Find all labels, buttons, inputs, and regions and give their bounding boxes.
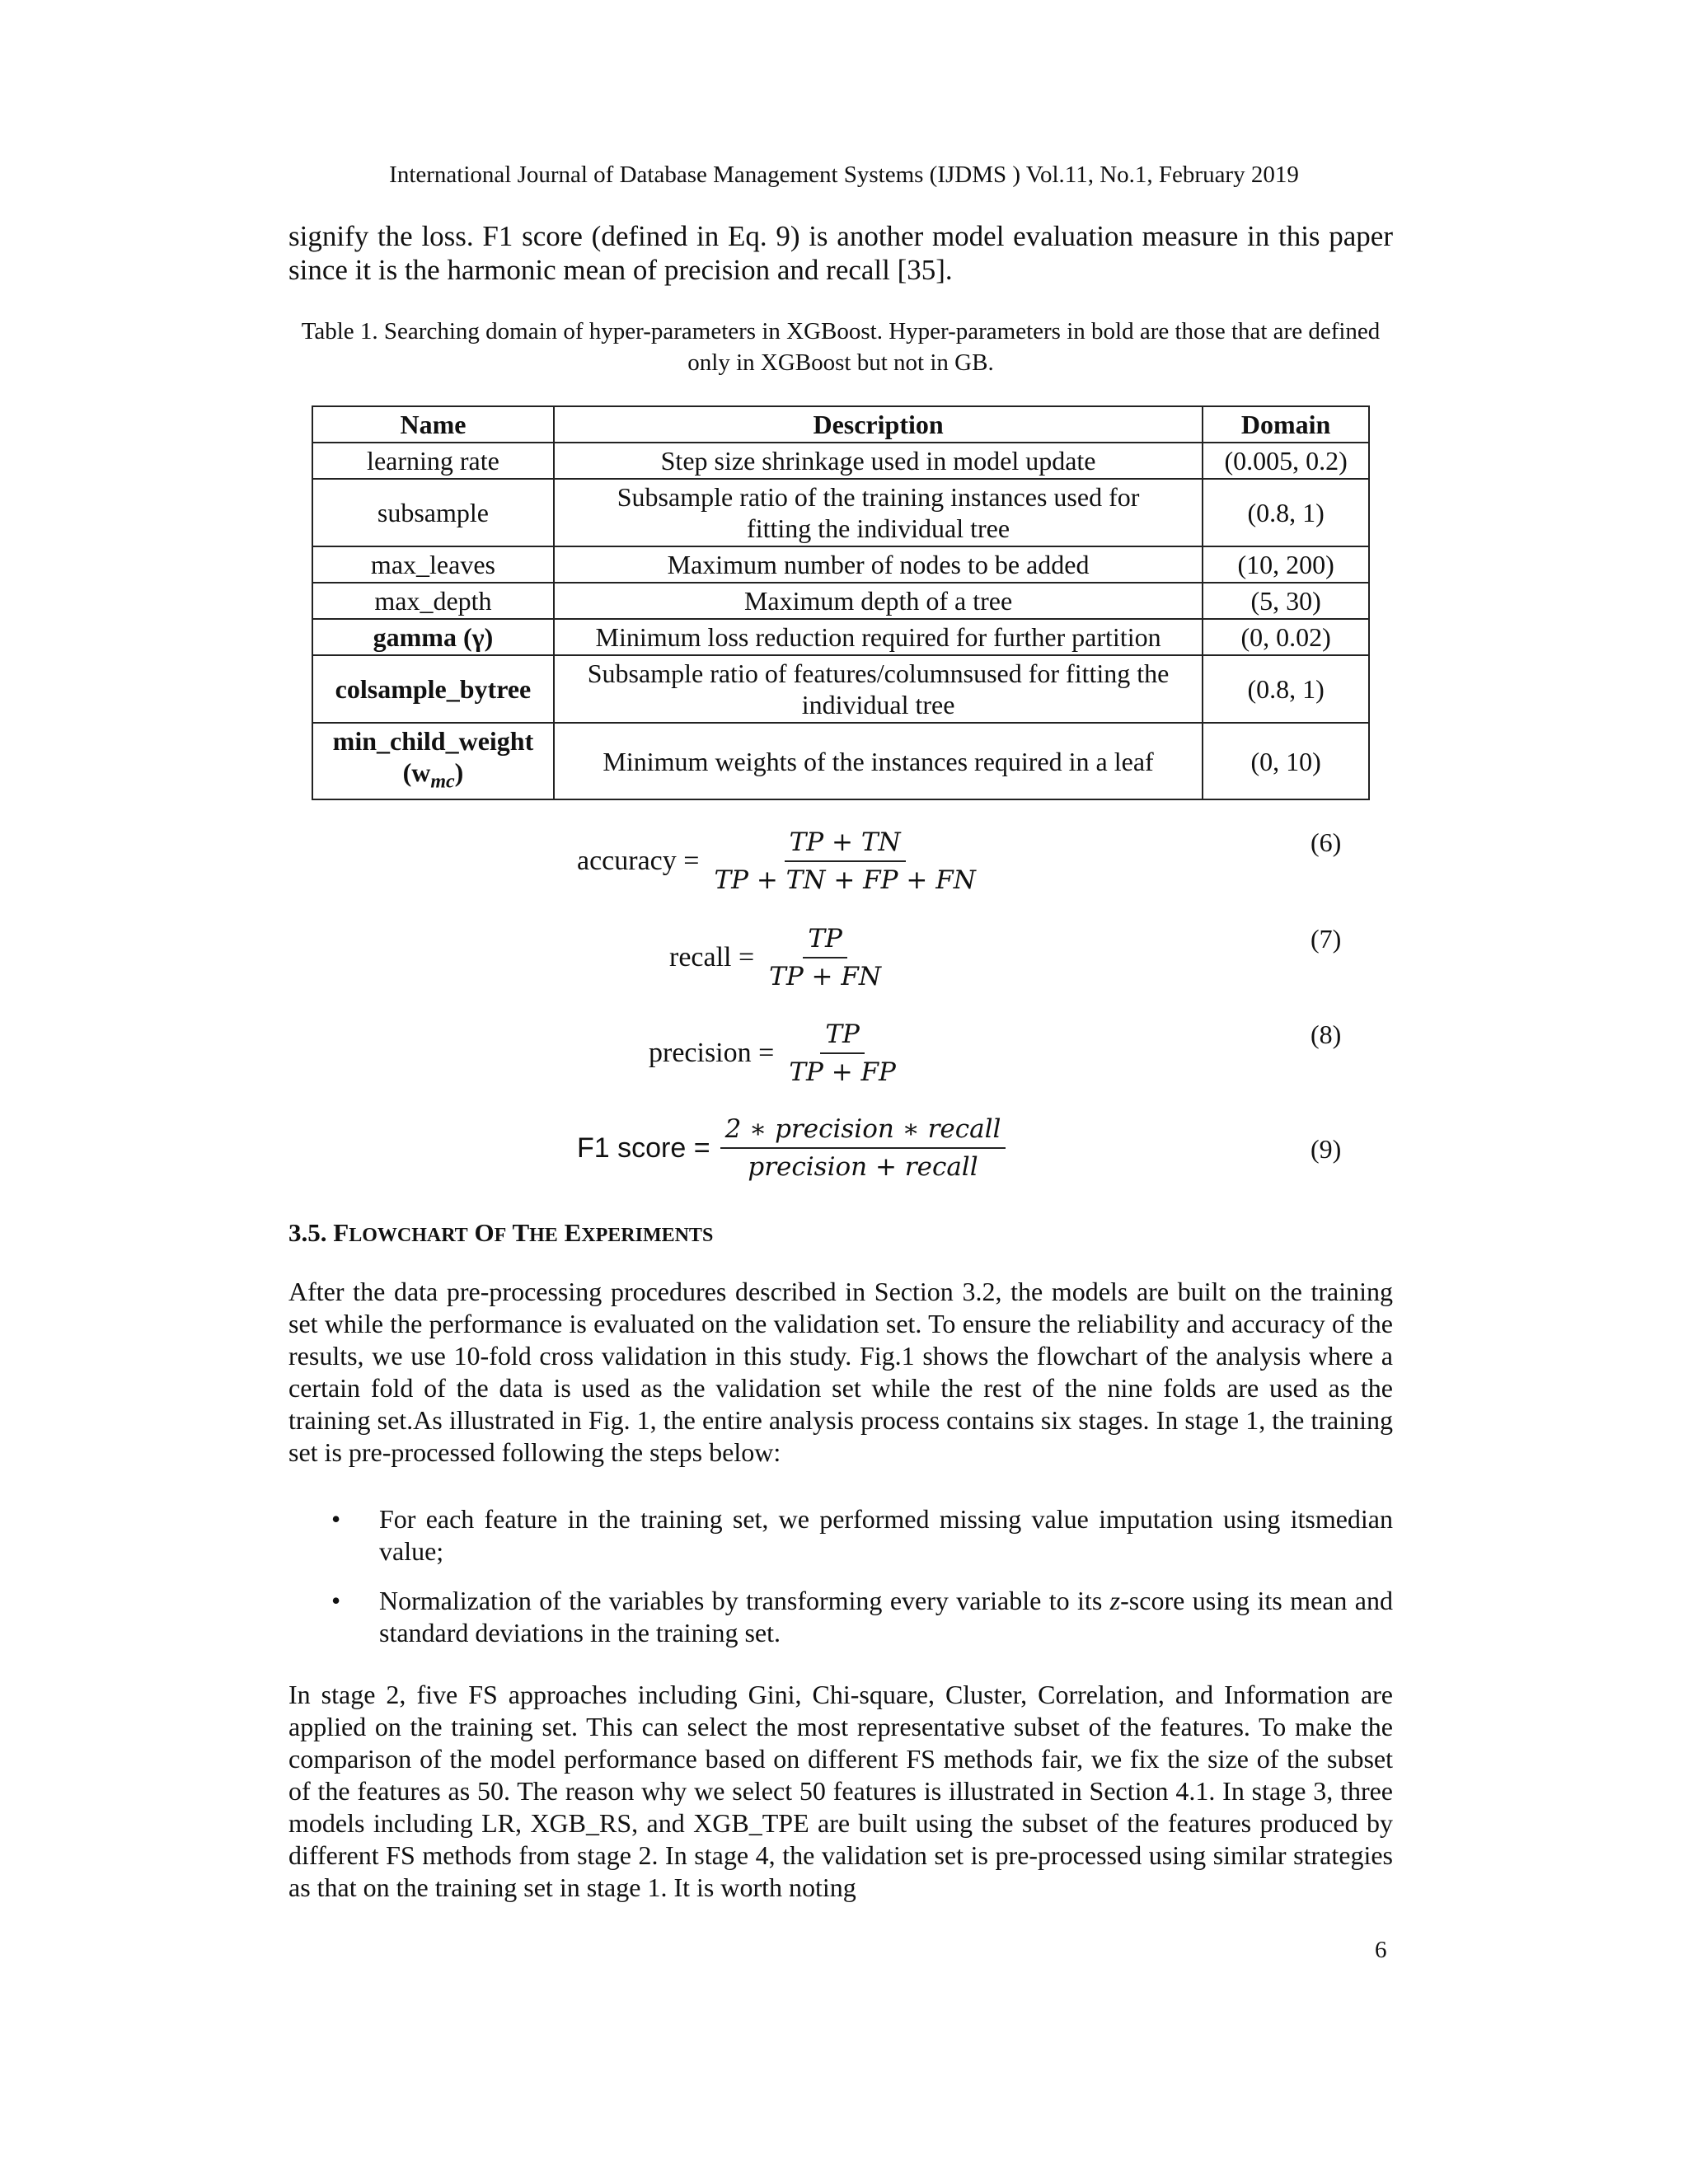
bullet-item-2	[288, 1585, 1393, 1649]
fraction	[709, 824, 980, 898]
cell-domain: (5, 30)	[1203, 583, 1369, 619]
bullet-item-1	[288, 1503, 1393, 1568]
bullet-text-pre: Normalization of the variables by transforming every variable to its	[379, 1586, 1110, 1615]
header-description: Description	[554, 406, 1203, 443]
numerator: TP	[803, 921, 847, 958]
cell-name: max_depth	[312, 583, 554, 619]
heading-rest: XPERIMENTS	[581, 1225, 714, 1246]
table-header-row	[312, 406, 1369, 443]
table-row	[312, 723, 1369, 799]
heading-rest: F	[494, 1225, 507, 1246]
cell-description: Minimum loss reduction required for further partition	[554, 619, 1203, 655]
cell-name	[312, 723, 554, 799]
bullet-dot: •	[331, 1586, 341, 1615]
header-name: Name	[312, 406, 554, 443]
cell-description: Step size shrinkage used in model update	[554, 443, 1203, 479]
equation-lhs: precision =	[649, 1038, 775, 1068]
equation-lhs: accuracy =	[577, 846, 700, 876]
hyperparameter-table	[312, 405, 1370, 800]
heading-rest: HE	[529, 1225, 558, 1246]
bullet-dot: •	[331, 1504, 341, 1534]
table-row	[312, 655, 1369, 723]
bullet-text	[379, 1586, 1393, 1647]
cell-name: gamma (γ)	[312, 619, 554, 655]
denominator: precision + recall	[748, 1152, 978, 1182]
equation-number: (7)	[1311, 924, 1342, 954]
cell-domain: (0.8, 1)	[1203, 479, 1369, 546]
fraction	[720, 1111, 1006, 1185]
equation-lhs: recall =	[669, 942, 755, 972]
page-number: 6	[1375, 1937, 1387, 1963]
header-domain: Domain	[1203, 406, 1369, 443]
equation-lhs: F1 score =	[577, 1132, 710, 1164]
name-subscript: mc	[430, 771, 455, 793]
cell-domain: (0, 0.02)	[1203, 619, 1369, 655]
bullet-text-em: z	[1109, 1586, 1121, 1615]
cell-name: subsample	[312, 479, 554, 546]
bullet-text-post: -score using its mean and standard deviations in the training set.	[379, 1586, 1393, 1647]
equation-number: (8)	[1311, 1019, 1342, 1049]
denominator: TP + TN + FP + FN	[714, 865, 976, 895]
table-row	[312, 546, 1369, 583]
cell-domain: (0.005, 0.2)	[1203, 443, 1369, 479]
table-row	[312, 479, 1369, 546]
cell-name: colsample_bytree	[312, 655, 554, 723]
name-tail: )	[454, 757, 464, 787]
numerator: TP	[820, 1016, 865, 1054]
section-heading	[288, 1218, 713, 1248]
cell-description: Minimum weights of the instances required in a leaf	[554, 723, 1203, 799]
table-caption: Table 1. Searching domain of hyper-parameters in XGBoost. Hyper-parameters in bold are those that are defined only in XGBoost but not in GB.	[301, 318, 1381, 376]
cell-name: max_leaves	[312, 546, 554, 583]
cell-domain: (10, 200)	[1203, 546, 1369, 583]
heading-cap: T	[512, 1218, 530, 1247]
cell-description: Maximum number of nodes to be added	[554, 546, 1203, 583]
equation-number: (6)	[1311, 827, 1342, 857]
equation-precision	[649, 1016, 901, 1090]
cell-domain: (0.8, 1)	[1203, 655, 1369, 723]
equation-accuracy	[577, 824, 981, 898]
heading-cap: E	[564, 1218, 582, 1247]
table-row	[312, 583, 1369, 619]
intro-paragraph: signify the loss. F1 score (defined in Eq. 9) is another model evaluation measure in this paper since it is the harmonic mean of precision and recall [35].	[288, 220, 1393, 286]
denominator: TP + FP	[789, 1057, 896, 1087]
bullet-text: For each feature in the training set, we performed missing value imputation using itsmedian value;	[379, 1504, 1393, 1566]
running-header: International Journal of Database Management Systems (IJDMS ) Vol.11, No.1, February 2019	[389, 162, 1299, 188]
equation-recall	[669, 921, 886, 995]
heading-rest: LOWCHART	[349, 1225, 468, 1246]
cell-description: Subsample ratio of the training instances used for fitting the individual tree	[554, 479, 1203, 546]
fraction	[784, 1016, 901, 1090]
table-row	[312, 443, 1369, 479]
heading-cap: O	[474, 1218, 495, 1247]
denominator: TP + FN	[769, 962, 882, 991]
body-paragraph-1: After the data pre-processing procedures described in Section 3.2, the models are built on the training set while the performance is evaluated on the validation set. To ensure the reliability and accuracy of the results, we use 10-fold cross validation in this study. Fig.1 shows the flowchart of the analysis where a certain fold of the data is used as the validation set while the rest of the nine folds are used as the training set.As illustrated in Fig. 1, the entire analysis process contains six stages. In stage 1, the training set is pre-processed following the steps below:	[288, 1277, 1393, 1467]
cell-description: Maximum depth of a tree	[554, 583, 1203, 619]
body-paragraph-2: In stage 2, five FS approaches including Gini, Chi-square, Cluster, Correlation, and Information are applied on the training set. This can select the most representative subset of the features. To make the comparison of the model performance based on different FS methods fair, we fix the size of the subset of the features as 50. The reason why we select 50 features is illustrated in Section 4.1. In stage 3, three models including LR, XGB_RS, and XGB_TPE are built using the subset of the features produced by different FS methods from stage 2. In stage 4, the validation set is pre-processed using similar strategies as that on the training set in stage 1. It is worth noting	[288, 1680, 1393, 1902]
name-main: min_child_weight (w	[332, 726, 534, 787]
heading-cap: F	[333, 1218, 349, 1247]
numerator: 2 ∗ precision ∗ recall	[720, 1111, 1006, 1149]
equation-f1-score	[577, 1111, 1006, 1185]
equation-number: (9)	[1311, 1134, 1342, 1164]
numerator: TP + TN	[785, 824, 906, 862]
cell-description: Subsample ratio of features/columnsused for fitting the individual tree	[554, 655, 1203, 723]
section-number: 3.5.	[288, 1218, 327, 1247]
cell-domain: (0, 10)	[1203, 723, 1369, 799]
cell-name: learning rate	[312, 443, 554, 479]
table-row	[312, 619, 1369, 655]
fraction	[764, 921, 886, 995]
